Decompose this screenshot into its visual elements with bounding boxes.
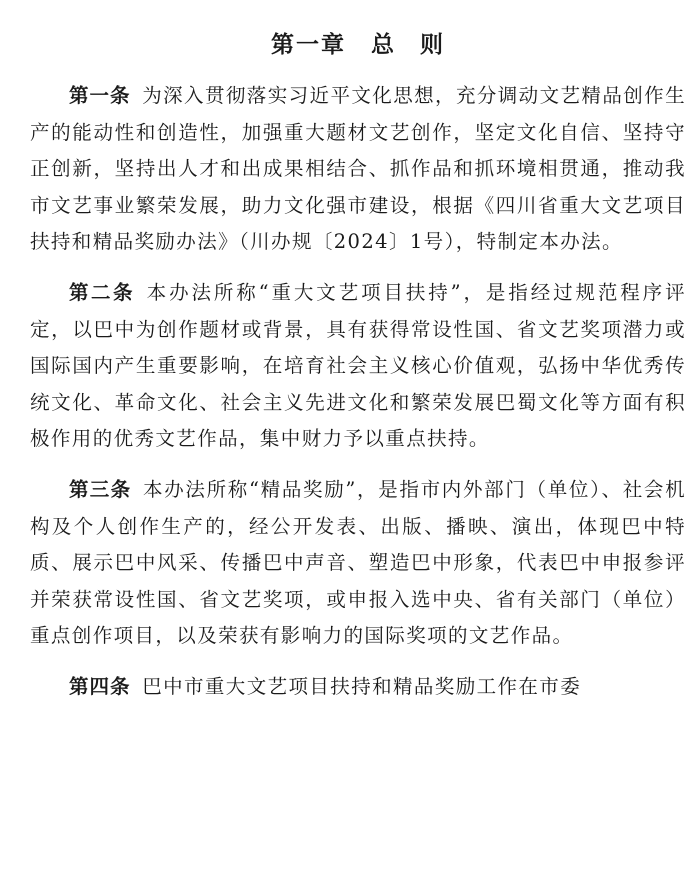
article-number: 第二条 [69, 280, 135, 304]
article-text: 本办法所称“重大文艺项目扶持”，是指经过规范程序评定，以巴中为创作题材或背景，具有获得常设性国、省文艺奖项潜力或国际国内产生重要影响，在培育社会主义核心价值观，弘扬中华优秀传统文化、革命文化、社会主义先进文化和繁荣发展巴蜀文化等方面有积极作用的优秀文艺作品，集中财力予以重点扶持。 [30, 280, 686, 451]
article-4 [30, 669, 686, 706]
article-3 [30, 472, 686, 655]
article-2 [30, 275, 686, 458]
article-text: 巴中市重大文艺项目扶持和精品奖励工作在市委 [142, 674, 582, 698]
article-1 [30, 78, 686, 261]
chapter-title: 第一章 总 则 [270, 32, 445, 58]
article-text: 为深入贯彻落实习近平文化思想，充分调动文艺精品创作生产的能动性和创造性，加强重大题材文艺创作，坚定文化自信、坚持守正创新，坚持出人才和出成果相结合、抓作品和抓环境相贯通，推动我市文艺事业繁荣发展，助力文化强市建设，根据《四川省重大文艺项目扶持和精品奖励办法》（川办规〔2024〕1号），特制定本办法。 [30, 84, 686, 254]
article-number: 第三条 [69, 477, 132, 501]
article-text: 本办法所称“精品奖励”，是指市内外部门（单位）、社会机构及个人创作生产的，经公开发表、出版、播映、演出，体现巴中特质、展示巴中风采、传播巴中声音、塑造巴中形象，代表巴中申报参评并荣获常设性国、省文艺奖项，或申报入选中央、省有关部门（单位）重点创作项目，以及荣获有影响力的国际奖项的文艺作品。 [30, 477, 686, 648]
article-number: 第四条 [69, 674, 131, 698]
article-number: 第一条 [69, 84, 131, 107]
